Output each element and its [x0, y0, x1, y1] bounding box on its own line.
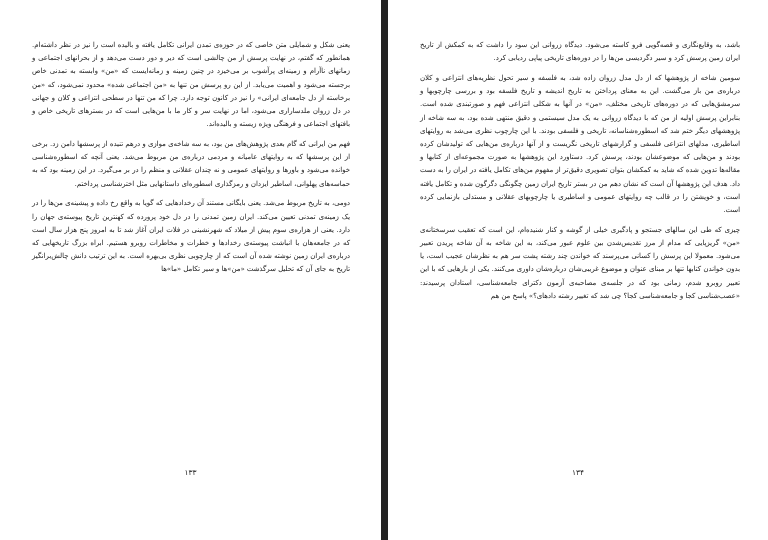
left-page — [0, 0, 381, 540]
right-page — [388, 0, 768, 540]
paragraph: دومی، به تاریخ مربوط می‌شد. یعنی بایگانی مستند آن رخدادهایی که گویا به واقع رخ داده و پیشینه‌ی من‌ها را در یک زمینه‌ی تمدنی تعیین می‌کند. ایران زمین تمدنی را در دل خود پرورده که کهنترین تاریخ پیوسته‌ی جهان را دارد. یعنی از هزاره‌ی سوم پیش از میلاد که شهرنشینی در فلات ایران آغاز شد تا به امروز پنج هزار سال است که در جامعه‌ها‌ن با انباشت پیوسته‌ی رخدادها و خطرات و مخاطرات روبرو هستیم. ابراه بزرگ تاریخهایی که درباره‌ی ایران زمین نوشته شده آن است که از چارچوبی نظری بی‌بهره است. به این ترتیب دانش چالش‌برانگیز تاریخ به جای آن که تحلیل سرگذشت «من»ها و سیر تکامل «ما»ها — [32, 199, 350, 274]
paragraph: باشد، به وقایع‌نگاری و قصه‌گویی فرو کاسته می‌شود. دیدگاه زروانی این سود را داشت که به کمکش از تاریخ ایران زمین پرسش کرد و سیر دگردیسی من‌ها را در دوره‌های تاریخی پیاپی ردیابی کرد. — [420, 41, 740, 63]
paragraph: سومین شاخه از پژوهشها که از دل مدل زروان زاده شد، به فلسفه و سیر تحول نظریه‌های انتزاعی و کلان درباره‌ی من باز می‌گشت. این به معنای پرداختن به تاریخ اندیشه و تاریخ فلسفه بود و بررسی چارچوبها و سرمشق‌هایی که در دوره‌های تاریخی مختلف، «من» در آنها به شکلی انتزاعی فهم و صورتبندی شده است. بنابراین پرسش اولیه از من که با دیدگاه زروانی به یک مدل سیستمی و دقیق منتهی شده بود، به سه شاخه از پژوهشهای دیگر ختم شد که اسطوره‌شناسانه، تاریخی و فلسفی بودند. با این چارچوب نظری می‌شد به روایتهای اساطیری، مدلهای انتزاعی فلسفی و گزارشهای تاریخی نگریست و از آنها درباره‌ی من‌هایی که تولیدشان کرده بودند و من‌هایی که موضوعشان بودند، پرسش کرد. دستاورد این پژوهشها به صورت مجموعه‌ای از کتابها و مقاله‌ها تدوین شده که شاید به کمکشان بتوان تصویری دقیق‌تر از مفهوم من‌های تکامل یافته در ایران را به دست داد. هدف این پژوهشها آن است که نشان دهم من در بستر تاریخ ایران زمین چگونگی دگرگون شده و تکامل یافته است، و خویشتن را در قالب چه روایتهای عمومی و اساطیری یا چارچوبهای عقلانی و مستدلی بازنمایی کرده است. — [420, 74, 740, 215]
paragraph: چیزی که طی این سالهای جستجو و پادگیری خیلی از گوشه و کنار شنیده‌ام، این است که تعقیب سرسختانه‌ی «من» گریزپایی که مدام از مرز تقدیس‌شدن بین علوم عبور می‌کند، به این شاخه به آن شاخه پریدن تعبیر می‌شود. معمولا این پرسش را کسانی می‌پرسند که خواندن چند رشته پشت سر هم به نظرشان عجیب است، یا بدون خواندن کتابها تنها بر مبنای عنوان و موضوع غریبی‌شان درباره‌شان داوری می‌کنند. یکی از بارهایی که با این تعبیر روبرو شدم، زمانی بود که در جلسه‌ی مصاحبه‌ی آزمون دکترای جامعه‌شناسی، استادان پرسیدند: «عصب‌شناسی کجا و جامعه‌شناسی کجا؟ چی شد که تغییر رشته دادهای؟» پاسخ من هم — [420, 225, 740, 300]
paragraph: فهم من ایرانی که گام بعدی پژوهش‌های من بود، به سه شاخه‌ی موازی و درهم تنیده از پرسشها دامن زد. برخی از این پرسشها که به روایتهای عامیانه و مردمی درباره‌ی من مربوط می‌شد. یعنی آنچه که اسطوره‌شناسی خوانده می‌شود و باورها و روایتهای عمومی و نه چندان عقلانی و منظم را در بر می‌گیرد. در این زمینه بود که به حماسه‌های پهلوانی، اساطیر ایزدان و رمزگذاری اسطوره‌ای داستانهایی مثل اختر‌شناسی پرداختم. — [32, 140, 350, 188]
right-page-text — [420, 39, 740, 310]
left-page-text — [32, 39, 350, 283]
paragraph: یعنی شکل و شمایلی متن خاصی که در حوزه‌ی تمدن ایرانی تکامل یافته و بالیده است را نیز در نظر داشته‌ام. همانطور که گفتم، در نهایت پرسش از من چالشی است که دیر و دور دست می‌دهد و از بحرانهای اجتماعی و زمانهای ناآرام و زمینه‌ای پرآشوب بر می‌خیزد در چنین زمینه و زمانه‌ایست که «من» وابسته به تمدنی خاص برجسته می‌شود و اهمیت می‌یابد. از این رو پرسش من تنها به «من اجتماعی شده» محدود نمی‌شود، که «من برخاسته از دل جامعه‌ای ایرانی» را نیز در کانون توجه دارد. چرا که من تنها در سطحی انتزاعی و کلان و جهانی در دل زروان ملدساراری می‌شود، اما در نهایت سر و کار ما با من‌هایی است که در بسترهای تاریخی خاص و بافتهای اجتماعی و فرهنگی ویژه زیسته و بالیده‌اند. — [32, 41, 350, 129]
right-page-number: ۱۳۴ — [571, 468, 585, 477]
book-gutter — [381, 0, 388, 540]
left-page-number: ۱۳۳ — [184, 468, 197, 477]
